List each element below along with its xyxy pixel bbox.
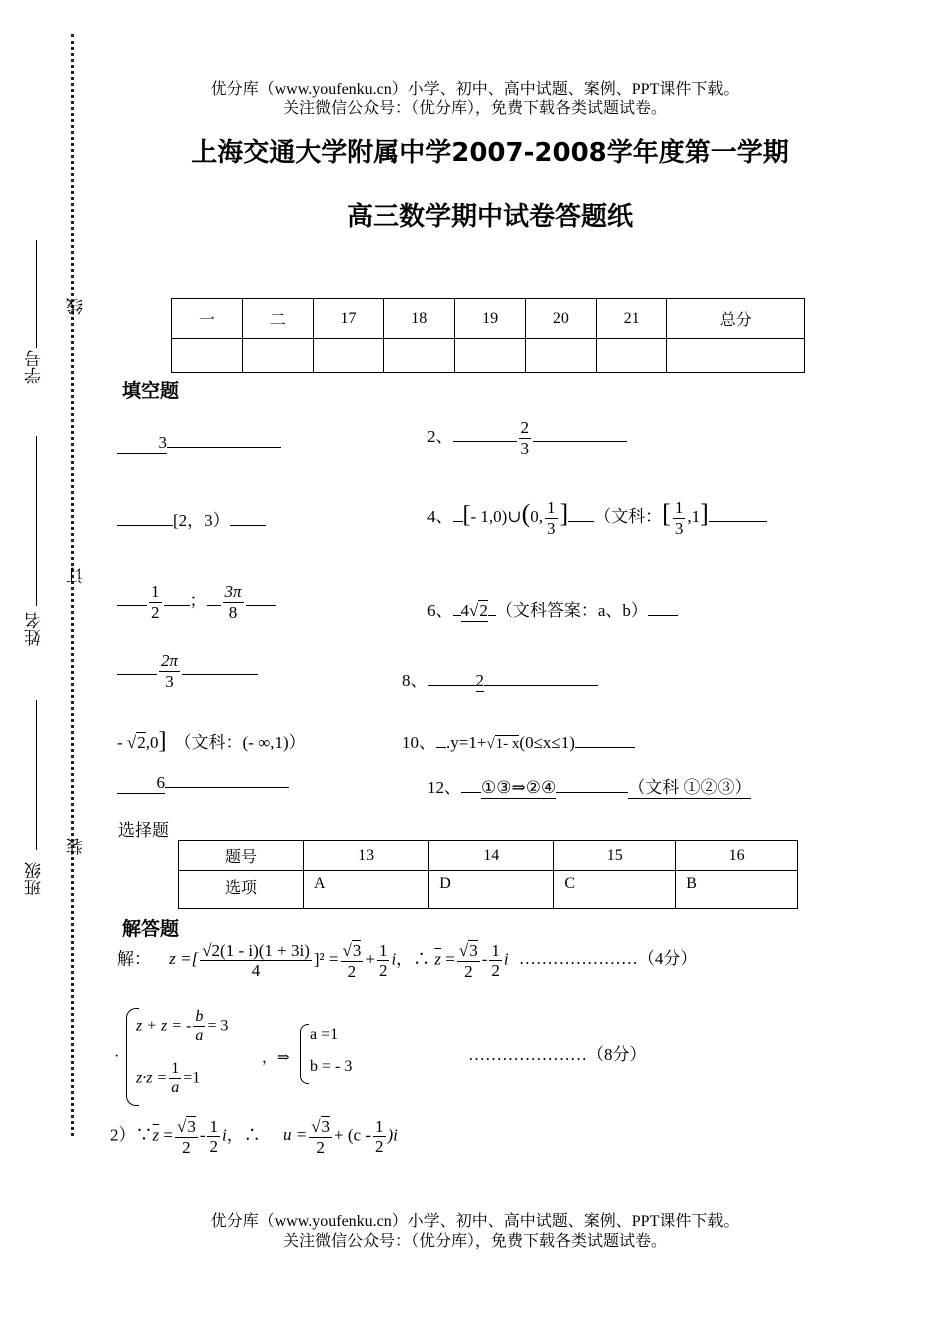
denominator: 2: [491, 961, 500, 981]
denominator: 2: [378, 961, 388, 981]
numerator: b: [193, 1008, 205, 1027]
fraction: [159, 651, 180, 691]
page-subtitle: 高三数学期中试卷答题纸: [346, 202, 633, 232]
math-text: i: [391, 949, 397, 969]
answer-text: .y=1+: [446, 733, 487, 752]
score-cell: [525, 339, 596, 373]
page-title: 上海交通大学附属中学2007-2008学年度第一学期: [191, 138, 789, 168]
choice-table: [178, 840, 798, 909]
math-text: $\overline{z}$: [152, 1125, 160, 1145]
answer-text: 2: [475, 671, 484, 690]
choice-answer: A: [304, 871, 429, 909]
answer-blank: [117, 605, 147, 606]
student-name-line: [36, 436, 37, 606]
answer-text: [2，3）: [173, 511, 230, 530]
answer-text: ①③⇒②④: [481, 778, 557, 797]
answer-blank: [533, 441, 627, 442]
fraction: [169, 1060, 181, 1098]
student-id-line: [36, 240, 37, 348]
system-line-2: [136, 1060, 200, 1098]
fraction: [545, 498, 558, 538]
answer-blank: [207, 605, 221, 606]
answer-text: 6: [117, 773, 165, 794]
answer-blank: [461, 792, 481, 793]
fraction: [341, 940, 364, 981]
answer-blank: [453, 521, 463, 522]
interval: 0,: [530, 506, 543, 526]
denominator: a: [195, 1027, 204, 1045]
score-table: [171, 298, 805, 373]
separator: ；: [189, 590, 207, 610]
choice-header: 16: [676, 841, 798, 871]
answer-blank: [167, 447, 281, 448]
fraction: [373, 1117, 386, 1157]
student-id-label: 学号: [25, 350, 44, 384]
fill-answer-8: [402, 666, 598, 692]
denominator: 3: [165, 671, 174, 691]
score-cell: [313, 339, 384, 373]
radicand: 3: [321, 1117, 331, 1136]
fraction: [223, 582, 244, 622]
section-choice-heading: 选择题: [118, 821, 169, 840]
answer-blank: [182, 674, 258, 675]
fraction: [200, 941, 312, 981]
score-cell: [596, 339, 667, 373]
numerator: 1: [491, 940, 500, 960]
fraction: [519, 418, 532, 458]
answer-blank: [556, 792, 628, 793]
math-text: )i: [387, 1125, 398, 1145]
math-text: u =: [282, 1125, 308, 1145]
numerator: 1: [547, 498, 556, 517]
answer-blank: [484, 685, 598, 686]
fill-answer-3: [117, 506, 266, 531]
header-line-1: 优分库（www.youfenku.cn）小学、初中、高中试题、案例、PPT课件下载。: [210, 81, 740, 98]
fraction: [193, 1008, 205, 1046]
math-text: i: [221, 1125, 227, 1145]
answer-blank: [165, 787, 289, 788]
choice-header: 15: [554, 841, 676, 871]
section-fill-heading: 填空题: [122, 380, 180, 402]
choice-header: 题号: [179, 841, 304, 871]
math-text: = 3: [207, 1017, 229, 1035]
denominator: 8: [228, 602, 238, 622]
score-cell: [172, 339, 243, 373]
system2-line-2: b = - 3: [310, 1058, 353, 1075]
solution-line-1: [117, 940, 697, 981]
wenke-label: （文科：: [594, 506, 663, 526]
interval: -: [117, 733, 127, 752]
fraction: [175, 1116, 198, 1157]
interval: - 1,0): [470, 506, 508, 526]
denominator: 2: [375, 1137, 384, 1157]
score-header: 18: [384, 299, 455, 339]
wenke-label: （文科：: [174, 733, 243, 752]
fill-answer-4: 4、 [- 1,0)∪(0, $\frac{1}{3}$ ] （文科：[ $\frac{1}{3}$ ,1]: [427, 498, 767, 538]
fill-answer-11: [117, 773, 289, 794]
numerator: 1: [674, 498, 684, 517]
union-symbol: ∪: [507, 506, 522, 526]
fraction: [673, 498, 686, 538]
choice-header: 14: [429, 841, 554, 871]
math-text: =1: [183, 1069, 201, 1087]
binding-label-zhuang: 装: [67, 838, 86, 855]
score-note: …………………（8分）: [468, 1045, 647, 1064]
numerator: 1: [378, 940, 388, 960]
score-cell: [384, 339, 455, 373]
radicand: 1- x: [495, 736, 520, 752]
answer-number: 6、: [427, 601, 453, 620]
radicand: 3: [187, 1117, 196, 1136]
interval: ,1: [687, 506, 701, 526]
answer-text: 3: [117, 433, 167, 454]
fraction: [457, 940, 480, 981]
answer-blank: [117, 525, 173, 526]
answer-number: 12、: [427, 778, 461, 797]
footer-line-2: 关注微信公众号：（优分库），免费下载各类试题试卷。: [282, 1233, 667, 1250]
answer-blank: [246, 605, 276, 606]
math-text: -: [481, 949, 488, 969]
score-header: 19: [455, 299, 526, 339]
answer-blank: [436, 747, 446, 748]
binding-label-xian: 线: [67, 298, 86, 315]
choice-answer: B: [676, 871, 798, 909]
numerator: 2π: [161, 651, 179, 670]
math-text: $\overline{z}$: [434, 949, 442, 969]
wenke-answer: (- ∞,1): [242, 733, 289, 752]
fill-answer-10: [402, 728, 635, 753]
score-header: 17: [313, 299, 384, 339]
denominator: 2: [151, 602, 160, 622]
answer-number: 10、: [402, 733, 436, 752]
bracket: ）: [288, 733, 306, 752]
fill-answer-6: [427, 596, 678, 622]
math-text: =: [445, 949, 455, 969]
fill-answer-1: [117, 433, 281, 454]
student-class-label: 班级: [25, 862, 44, 896]
math-text: ]²: [313, 949, 325, 969]
student-class-line: [36, 700, 37, 850]
fill-answer-7: [117, 651, 258, 691]
answer-blank: [488, 615, 496, 616]
coefficient: 4: [460, 601, 469, 620]
wenke-answer: （文科答案：a、b）: [495, 601, 648, 620]
answer-blank: [230, 525, 266, 526]
system-line-1: [136, 1008, 228, 1046]
numerator: 3π: [224, 582, 242, 601]
numerator: 1: [169, 1060, 181, 1079]
choice-row-label: 选项: [179, 871, 304, 909]
wenke-answer: （文科 ①②③）: [628, 773, 751, 799]
denominator: 3: [547, 518, 556, 538]
answer-blank: [575, 747, 635, 748]
score-cell: [455, 339, 526, 373]
score-note: …………………（4分）: [518, 949, 698, 969]
denominator: a: [171, 1079, 180, 1097]
score-cell: [667, 339, 805, 373]
answer-number: 2、: [427, 426, 453, 446]
choice-answer: D: [429, 871, 554, 909]
student-name-label: 姓名: [25, 612, 44, 646]
numerator: 1: [209, 1116, 218, 1136]
answer-text: (0≤x≤1): [519, 733, 575, 752]
choice-answer: C: [554, 871, 676, 909]
numerator: 1: [375, 1116, 384, 1136]
math-text: ，∴: [396, 949, 431, 969]
math-text: i: [503, 949, 509, 969]
numerator: 2(1 - i)(1 + 3i): [211, 940, 310, 960]
math-text: + (c -: [334, 1125, 372, 1145]
answer-blank: [568, 521, 594, 522]
answer-blank: [428, 685, 476, 686]
answer-blank: [117, 674, 157, 675]
radicand: 3: [352, 941, 362, 960]
radicand: 2: [479, 601, 488, 620]
solution-label: 解：: [117, 949, 151, 969]
answer-number: 8、: [402, 671, 428, 690]
denominator: 3: [520, 438, 529, 458]
answer-blank: [709, 521, 767, 522]
fraction: [377, 941, 390, 981]
radicand: 3: [469, 941, 478, 960]
fill-answer-5: [117, 582, 276, 622]
binding-label-ding: 订: [67, 567, 86, 584]
denominator: 2: [347, 961, 357, 981]
bracket: [: [462, 501, 471, 528]
solution-part-2: [110, 1116, 398, 1157]
system2-line-1: a =1: [310, 1026, 339, 1043]
denominator: 2: [182, 1137, 191, 1157]
math-text: z =[: [169, 949, 199, 969]
fraction: [149, 582, 162, 622]
numerator: 1: [151, 582, 160, 601]
fraction: [309, 1116, 332, 1157]
numerator: 2: [520, 418, 529, 437]
denominator: 2: [464, 961, 473, 981]
score-header: 总分: [667, 299, 805, 339]
fraction: [207, 1117, 220, 1157]
denominator: 2: [209, 1137, 218, 1157]
score-header: 20: [525, 299, 596, 339]
math-text: =: [328, 949, 339, 969]
choice-header: 13: [304, 841, 429, 871]
answer-blank: [453, 441, 517, 442]
denominator: 2: [316, 1137, 325, 1157]
answer-number: 4、: [427, 506, 453, 526]
fill-answer-9: - √ 2,0] （文科：(- ∞,1)）: [117, 728, 306, 755]
math-text: z·z =: [136, 1069, 168, 1087]
math-text: z + z = -: [136, 1017, 192, 1035]
fraction: [489, 941, 502, 981]
answer-blank: [453, 615, 461, 616]
denominator: 4: [251, 961, 261, 981]
fill-answer-2: [427, 418, 627, 458]
interval: ,0: [145, 733, 159, 752]
footer-line-1: 优分库（www.youfenku.cn）小学、初中、高中试题、案例、PPT课件下载。: [210, 1213, 740, 1230]
fill-answer-12: [427, 773, 751, 799]
math-text: =: [163, 1125, 173, 1145]
denominator: 3: [674, 518, 684, 538]
section-solve-heading: 解答题: [122, 918, 180, 940]
answer-blank: [648, 615, 678, 616]
header-line-2: 关注微信公众号：（优分库），免费下载各类试题试卷。: [282, 100, 667, 117]
brace: [300, 1024, 309, 1084]
math-text: -: [199, 1125, 206, 1145]
score-header: 一: [172, 299, 243, 339]
implies-symbol: ，⇒: [262, 1050, 290, 1066]
math-text: ，∴: [226, 1125, 261, 1145]
score-cell: [242, 339, 313, 373]
answer-blank: [164, 605, 190, 606]
score-header: 二: [242, 299, 313, 339]
bracket: ]: [559, 498, 569, 528]
score-header: 21: [596, 299, 667, 339]
math-text: +: [365, 949, 375, 969]
math-text: 2）∵: [110, 1125, 153, 1145]
radicand: 2: [137, 733, 146, 752]
